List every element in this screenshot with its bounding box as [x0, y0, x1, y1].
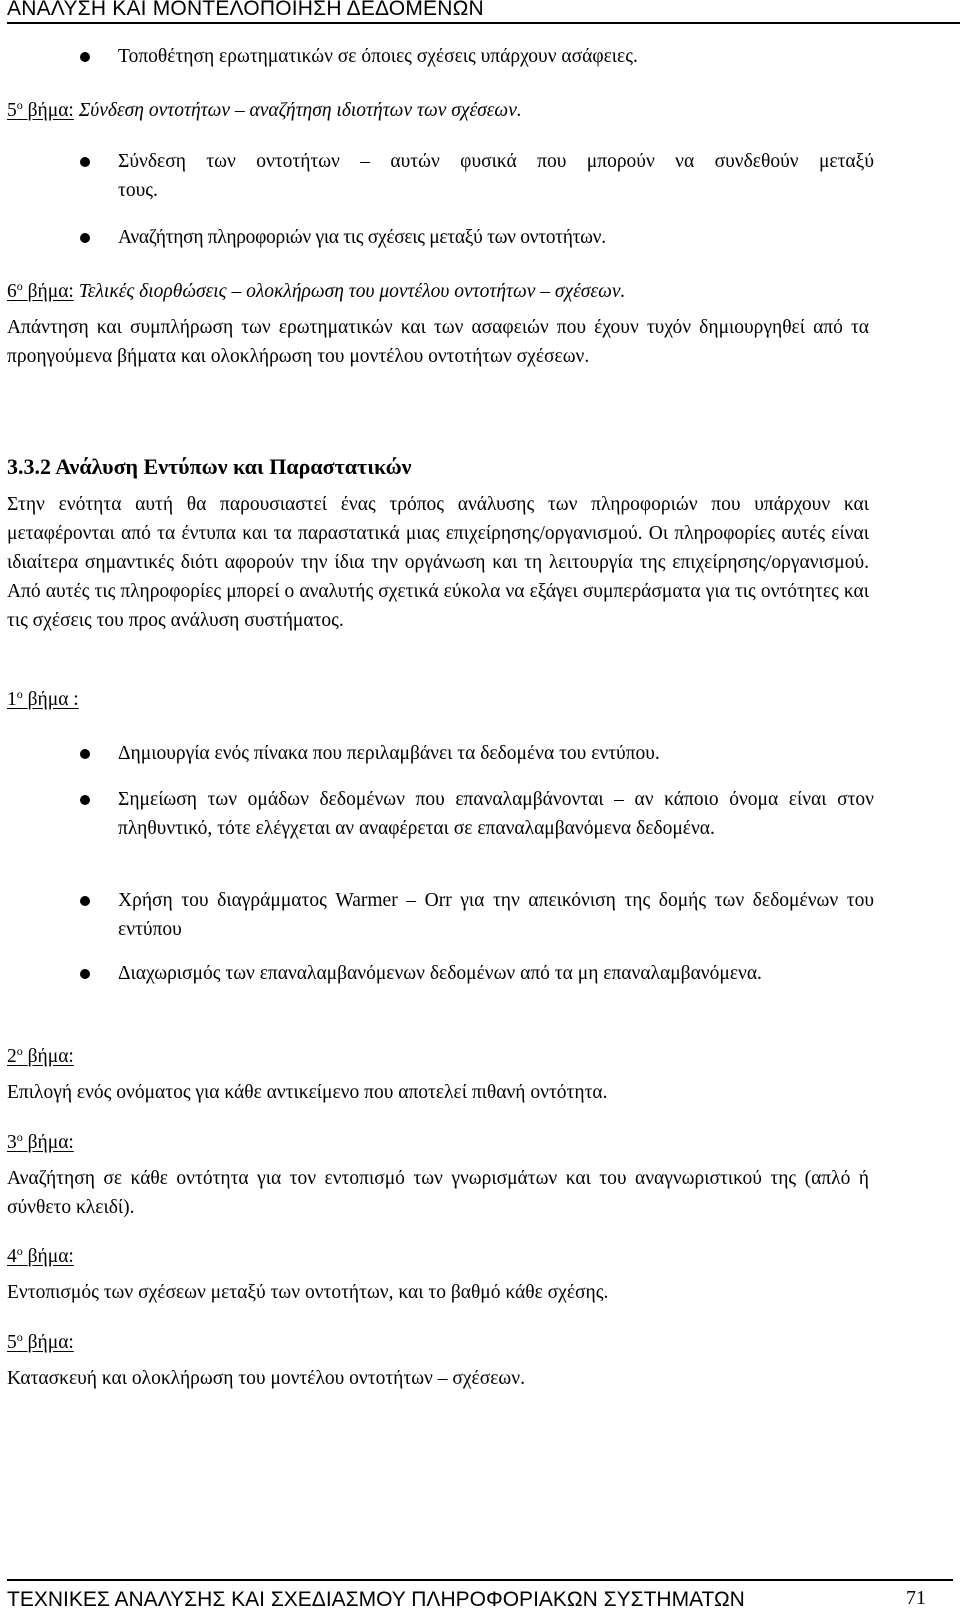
- step-heading: [7, 685, 79, 714]
- step-label: $6^o$ βήμα:: [7, 279, 74, 302]
- step-label: $3^o$ βήμα:: [7, 1130, 74, 1153]
- step-label: $5^o$ βήμα:: [7, 98, 74, 121]
- bullet-dot: [80, 749, 90, 759]
- bullet-text: Δημιουργία ενός πίνακα που περιλαμβάνει τα δεδομένα του εντύπου.: [118, 743, 660, 764]
- paragraph: Απάντηση και συμπλήρωση των ερωτηματικών και των ασαφειών που έχουν τυχόν δημιουργηθεί από τα προηγούμενα βήματα και ολοκλήρωση του μοντέλου οντοτήτων σχέσεων.: [7, 317, 869, 367]
- step-label: $4^o$ βήμα:: [7, 1244, 74, 1267]
- step-heading: [7, 1042, 74, 1071]
- bullet-dot: [80, 157, 90, 167]
- running-header: [7, 0, 960, 22]
- step-label: $5^o$ βήμα:: [7, 1330, 74, 1353]
- step-title: Τελικές διορθώσεις – ολοκλήρωση του μοντέλου οντοτήτων – σχέσεων.: [78, 281, 626, 302]
- step-text: Επιλογή ενός ονόματος για κάθε αντικείμενο που αποτελεί πιθανή οντότητα.: [7, 1082, 608, 1103]
- bullet-text: Σημείωση των ομάδων δεδομένων που επαναλαμβάνονται – αν κάποιο όνομα είναι στον πληθυντικό, τότε ελέγχεται αν αναφέρεται σε επαναλαμβανόμενα δεδομένα.: [118, 789, 874, 839]
- step-text: Κατασκευή και ολοκλήρωση του μοντέλου οντοτήτων – σχέσεων.: [7, 1368, 525, 1389]
- header-rule: [7, 22, 960, 24]
- bullet-dot: [80, 795, 90, 805]
- footer-rule: [7, 1579, 953, 1581]
- bullet-dot: [80, 969, 90, 979]
- page-number: 71: [906, 1587, 926, 1609]
- step-heading: [7, 1128, 74, 1157]
- bullet-text-line-1: Σύνδεση των οντοτήτων – αυτών φυσικά που μπορούν να συνδεθούν μεταξύ: [118, 151, 874, 172]
- bullet-text: [118, 147, 874, 176]
- header-title: ΑΝΑΛΥΣΗ ΚΑΙ ΜΟΝΤΕΛΟΠΟΙΗΣΗ ΔΕΔΟΜΕΝΩΝ: [7, 0, 484, 20]
- bullet-dot: [80, 52, 90, 62]
- bullet-text: Διαχωρισμός των επαναλαμβανόμενων δεδομένων από τα μη επαναλαμβανόμενα.: [118, 963, 762, 984]
- step-heading: [7, 96, 947, 125]
- section-title: 3.3.2 Ανάλυση Εντύπων και Παραστατικών: [7, 454, 412, 479]
- step-heading: [7, 1328, 74, 1357]
- bullet-text-line-2: τους.: [118, 180, 158, 201]
- step-title: Σύνδεση οντοτήτων – αναζήτηση ιδιοτήτων των σχέσεων.: [78, 100, 522, 121]
- bullet-dot: [80, 233, 90, 243]
- bullet-text: Αναζήτηση πληροφοριών για τις σχέσεις μεταξύ των οντοτήτων.: [118, 227, 606, 248]
- step-heading: [7, 277, 947, 306]
- step-heading: [7, 1242, 74, 1271]
- step-text: Εντοπισμός των σχέσεων μεταξύ των οντοτήτων, και το βαθμό κάθε σχέσης.: [7, 1282, 609, 1303]
- bullet-text: Τοποθέτηση ερωτηματικών σε όποιες σχέσεις υπάρχουν ασάφειες.: [118, 46, 638, 67]
- step-label: $2^o$ βήμα:: [7, 1044, 74, 1067]
- footer-title: ΤΕΧΝΙΚΕΣ ΑΝΑΛΥΣΗΣ ΚΑΙ ΣΧΕΔΙΑΣΜΟΥ ΠΛΗΡΟΦΟΡΙΑΚΩΝ ΣΥΣΤΗΜΑΤΩΝ: [7, 1588, 745, 1611]
- step-label: $1^o$ βήμα :: [7, 687, 79, 710]
- bullet-dot: [80, 896, 90, 906]
- step-text: Αναζήτηση σε κάθε οντότητα για τον εντοπισμό των γνωρισμάτων και του αναγνωριστικού της (απλό ή σύνθετο κλειδί).: [7, 1168, 869, 1218]
- bullet-text: Χρήση του διαγράμματος Warmer – Orr για την απεικόνιση της δομής των δεδομένων του εντύπου: [118, 890, 874, 940]
- section-intro: Στην ενότητα αυτή θα παρουσιαστεί ένας τρόπος ανάλυσης των πληροφοριών που υπάρχουν και μεταφέρονται από τα έντυπα και τα παραστατικά μιας επιχείρησης/οργανισμού. Οι πληροφορίες αυτές είναι ιδιαίτερα σημαντικές διότι αφορούν την ίδια την οργάνωση και τη λειτουργία της επιχείρησης/οργανισμού. Από αυτές τις πληροφορίες μπορεί ο αναλυτής σχετικά εύκολα να εξάγει συμπεράσματα για τις οντότητες και τις σχέσεις του προς ανάλυση συστήματος.: [7, 494, 869, 631]
